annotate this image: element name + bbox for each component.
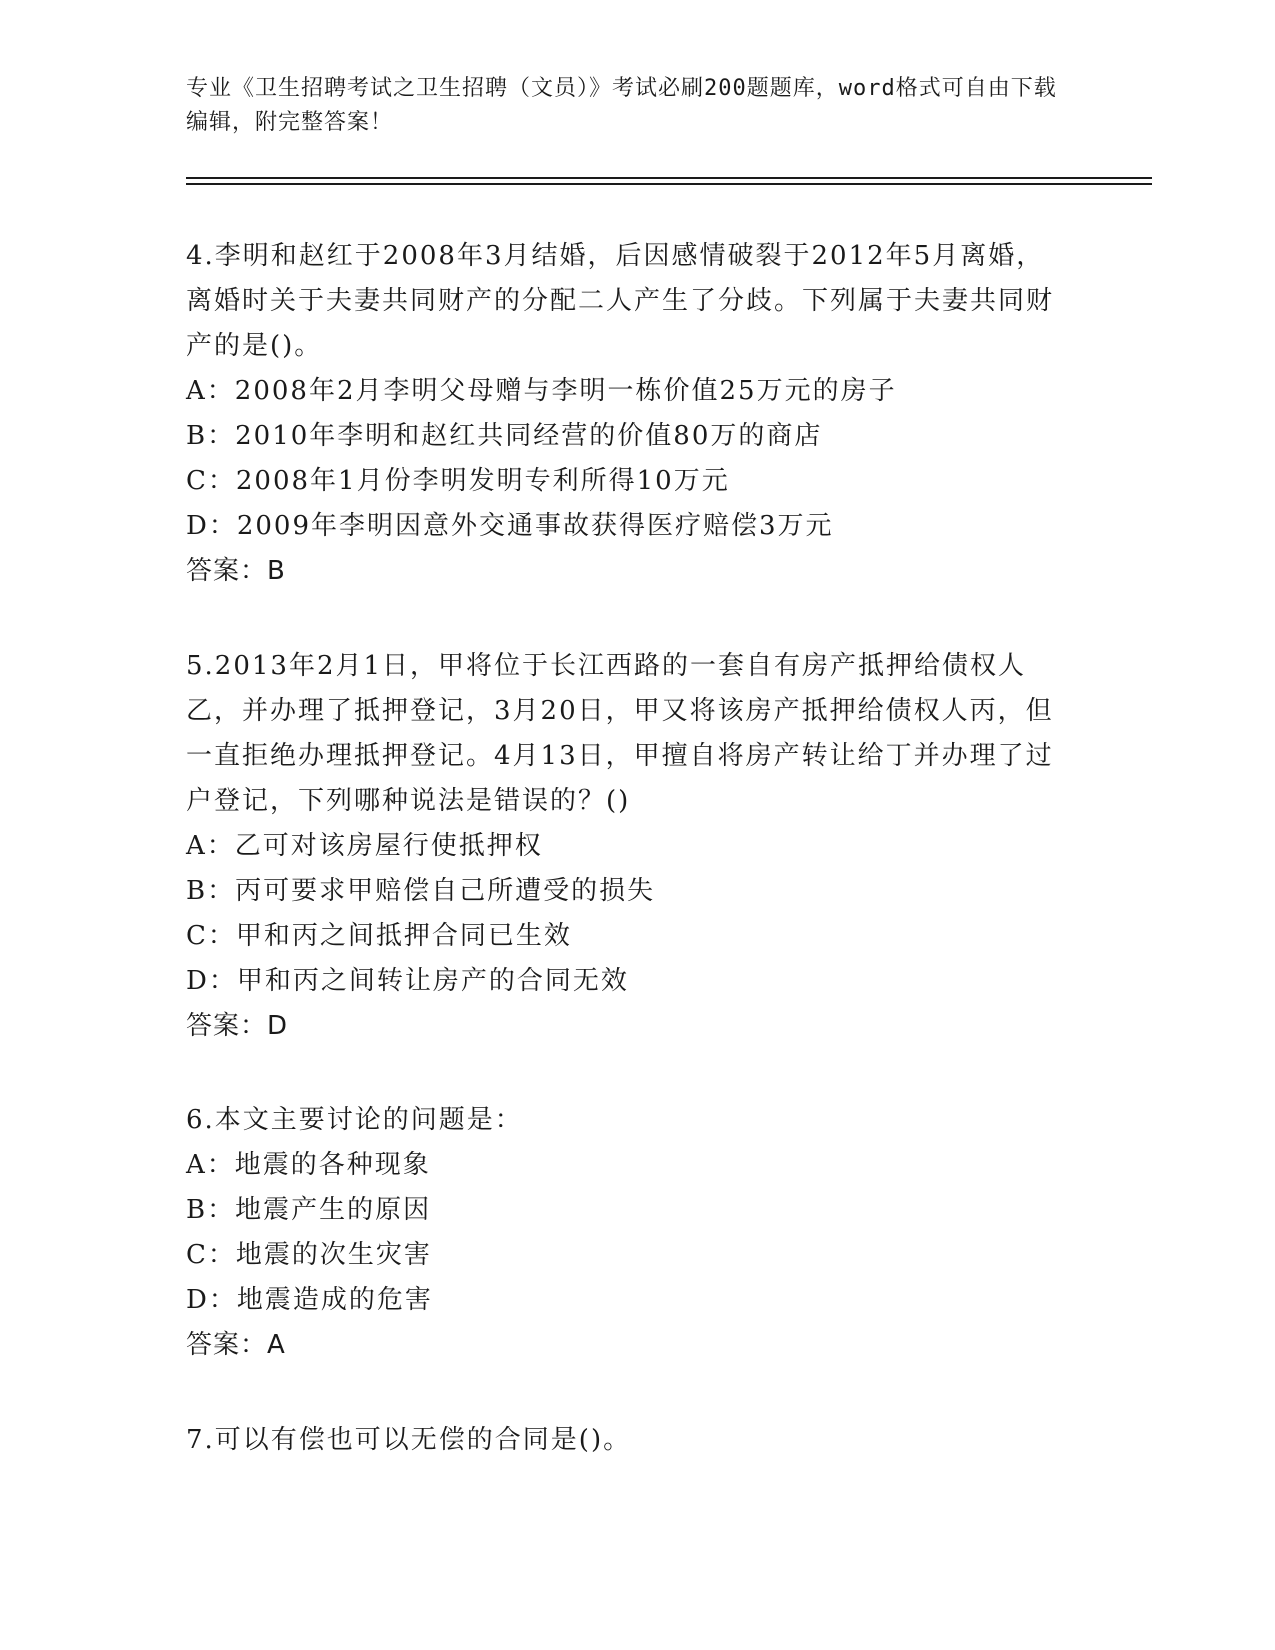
header-divider-bottom	[186, 183, 1152, 185]
answer: 答案：B	[186, 556, 286, 586]
option-c: C：2008年1月份李明发明专利所得10万元	[186, 466, 730, 496]
option-c: C：甲和丙之间抵押合同已生效	[186, 921, 572, 951]
question-6	[186, 1098, 1066, 1368]
option-a: A：乙可对该房屋行使抵押权	[186, 831, 543, 861]
option-b: B：丙可要求甲赔偿自己所遭受的损失	[186, 876, 656, 906]
question-5	[186, 644, 1066, 1049]
question-4	[186, 234, 1066, 594]
option-d: D：2009年李明因意外交通事故获得医疗赔偿3万元	[186, 511, 834, 541]
option-b: B：地震产生的原因	[186, 1195, 432, 1225]
answer: 答案：A	[186, 1330, 286, 1360]
option-b: B：2010年李明和赵红共同经营的价值80万的商店	[186, 421, 823, 451]
option-a: A：2008年2月李明父母赠与李明一栋价值25万元的房子	[186, 376, 897, 406]
header-divider-top	[186, 177, 1152, 179]
question-stem: 7.可以有偿也可以无偿的合同是()。	[186, 1425, 632, 1455]
option-d: D：地震造成的危害	[186, 1285, 433, 1315]
answer: 答案：D	[186, 1011, 289, 1041]
option-d: D：甲和丙之间转让房产的合同无效	[186, 966, 629, 996]
question-7	[186, 1418, 1066, 1463]
question-stem: 5.2013年2月1日，甲将位于长江西路的一套自有房产抵押给债权人乙，并办理了抵押登记，3月20日，甲又将该房产抵押给债权人丙，但一直拒绝办理抵押登记。4月13日，甲擅自将房产转让给丁并办理了过户登记，下列哪种说法是错误的？()	[186, 651, 1054, 816]
option-a: A：地震的各种现象	[186, 1150, 431, 1180]
option-c: C：地震的次生灾害	[186, 1240, 432, 1270]
document-header: 专业《卫生招聘考试之卫生招聘（文员）》考试必刷200题题库，word格式可自由下载编辑，附完整答案！	[186, 76, 1057, 135]
question-stem: 4.李明和赵红于2008年3月结婚，后因感情破裂于2012年5月离婚，离婚时关于夫妻共同财产的分配二人产生了分歧。下列属于夫妻共同财产的是()。	[186, 241, 1055, 361]
question-stem: 6.本文主要讨论的问题是：	[186, 1105, 523, 1135]
